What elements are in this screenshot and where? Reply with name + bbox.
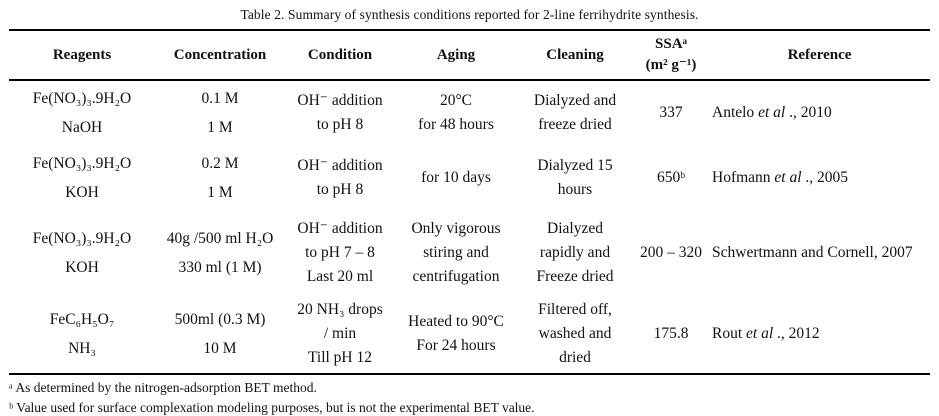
cell-line: FeC₆H₅O₇ [49, 311, 115, 328]
reference-authors: Schwertmann and Cornell, 2007 [712, 243, 913, 261]
column-header-cleaning [517, 30, 633, 80]
cell-line: dried [559, 349, 591, 366]
footnote-b: ᵇ Value used for surface complexation modeling purposes, but is not the experimental BET value. [9, 399, 535, 415]
cell-line: 20 NH₃ drops [297, 301, 383, 318]
cell-line: Dialyzed [547, 219, 603, 237]
header-line: Condition [307, 46, 373, 63]
cell-concentration [155, 145, 285, 210]
cell-ssa: 650ᵇ [656, 168, 686, 186]
cell-line: OH⁻ addition [297, 156, 383, 174]
cell-cleaning [517, 145, 633, 210]
reference-etal: et al [774, 168, 802, 186]
column-header-ssa [633, 30, 709, 80]
cell-line: Last 20 ml [306, 267, 374, 285]
column-header-reagents [9, 30, 155, 80]
cell-reagents [9, 145, 155, 210]
cell-line: to pH 8 [316, 180, 364, 198]
column-header-aging [395, 30, 517, 80]
table-row [9, 80, 930, 145]
cell-line: Dialyzed 15 [537, 156, 613, 174]
reference-year: ., 2010 [785, 104, 832, 121]
cell-ssa: 175.8 [653, 325, 689, 342]
cell-line: to pH 8 [316, 116, 364, 133]
cell-line: Fe(NO₃)₃.9H₂O [32, 90, 132, 107]
cell-line: Fe(NO₃)₃.9H₂O [32, 154, 132, 172]
cell-line: washed and [538, 325, 612, 342]
cell-condition [285, 295, 395, 374]
reference-etal: et al [746, 325, 774, 342]
cell-line: KOH [65, 183, 99, 201]
cell-condition [285, 80, 395, 145]
reference-year: ., 2005 [801, 168, 849, 186]
reference-year: ., 2012 [773, 325, 820, 342]
header-row [9, 30, 930, 80]
table-row [9, 210, 930, 295]
cell-line: 0.1 M [201, 90, 239, 107]
cell-reagents [9, 80, 155, 145]
cell-reference [709, 210, 930, 295]
header-line: (m² g⁻¹) [645, 57, 697, 73]
cell-line: NH₃ [68, 340, 96, 357]
cell-line: 1 M [207, 119, 233, 136]
table-row [9, 295, 930, 374]
cell-line: 40g /500 ml H₂O [166, 229, 274, 247]
cell-line: KOH [65, 258, 99, 276]
cell-line: / min [323, 325, 357, 342]
cell-line: to pH 7 – 8 [305, 243, 375, 261]
cell-line: 500ml (0.3 M) [174, 311, 266, 328]
cell-line: 1 M [207, 183, 233, 201]
cell-condition [285, 210, 395, 295]
column-header-reference [709, 30, 930, 80]
cell-reference [709, 80, 930, 145]
cell-reference [709, 295, 930, 374]
header-line: Reagents [52, 46, 112, 63]
table-caption: Table 2. Summary of synthesis conditions reported for 2-line ferrihydrite synthesis. [240, 7, 699, 22]
cell-aging [395, 80, 517, 145]
cell-reagents [9, 210, 155, 295]
cell-line: Heated to 90°C [408, 313, 504, 330]
cell-cleaning [517, 295, 633, 374]
cell-line: centrifugation [412, 267, 500, 285]
header-line: Reference [787, 46, 852, 63]
cell-ssa: 200 – 320 [640, 243, 702, 261]
cell-line: OH⁻ addition [297, 92, 383, 109]
cell-reference [709, 145, 930, 210]
cell-aging [395, 295, 517, 374]
cell-aging [395, 145, 517, 210]
cell-concentration [155, 295, 285, 374]
cell-line: Dialyzed and [533, 92, 617, 109]
footnotes [9, 378, 930, 416]
cell-line: rapidly and [539, 243, 611, 261]
reference-authors: Antelo [712, 104, 759, 121]
cell-line: Till pH 12 [307, 349, 373, 366]
cell-line: For 24 hours [416, 337, 496, 354]
cell-concentration [155, 80, 285, 145]
cell-line: for 10 days [421, 168, 491, 186]
cell-line: 10 M [203, 340, 237, 357]
cell-line: 0.2 M [201, 154, 239, 172]
cell-line: 330 ml (1 M) [178, 258, 262, 276]
cell-cleaning [517, 210, 633, 295]
cell-condition [285, 145, 395, 210]
synthesis-conditions-table [9, 29, 930, 375]
cell-line: Fe(NO₃)₃.9H₂O [32, 229, 132, 247]
header-line: Cleaning [546, 46, 604, 63]
cell-line: Freeze dried [536, 267, 614, 285]
cell-line: hours [557, 180, 593, 198]
cell-reagents [9, 295, 155, 374]
column-header-concentration [155, 30, 285, 80]
cell-line: 20°C [439, 92, 473, 109]
column-header-condition [285, 30, 395, 80]
cell-line: stiring and [423, 243, 489, 261]
table-row [9, 145, 930, 210]
cell-line: freeze dried [538, 116, 612, 133]
header-line: Concentration [173, 46, 267, 63]
reference-authors: Rout [712, 325, 747, 342]
cell-line: for 48 hours [418, 116, 494, 133]
cell-aging [395, 210, 517, 295]
reference-authors: Hofmann [712, 168, 775, 186]
reference-etal: et al [758, 104, 786, 121]
cell-line: OH⁻ addition [297, 219, 383, 237]
cell-line: NaOH [61, 119, 103, 136]
cell-line: Filtered off, [538, 301, 612, 318]
footnote-a: ᵃ As determined by the nitrogen-adsorption BET method. [9, 380, 317, 395]
cell-ssa: 337 [659, 104, 683, 121]
header-line: SSAᵃ [655, 36, 687, 52]
cell-concentration [155, 210, 285, 295]
cell-cleaning [517, 80, 633, 145]
header-line: Aging [436, 46, 476, 63]
cell-line: Only vigorous [411, 219, 501, 237]
